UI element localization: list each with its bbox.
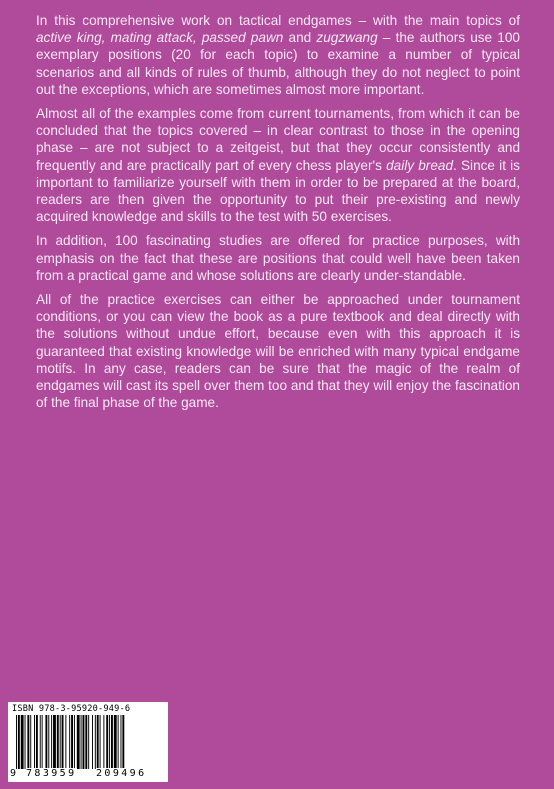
barcode-bar [36, 715, 38, 769]
barcode-bar [92, 715, 93, 769]
barcode-bar [30, 715, 31, 769]
barcode-first-digit: 9 [10, 768, 17, 779]
barcode-left-digits: 783959 [26, 768, 77, 779]
barcode-bar [62, 715, 64, 769]
barcode-bar [118, 715, 119, 769]
barcode-bar [111, 715, 113, 769]
barcode-bar [109, 715, 110, 769]
barcode-bar [45, 715, 47, 769]
italic-term: zugzwang [316, 30, 378, 46]
barcode-bar [53, 715, 56, 769]
barcode-bar [42, 715, 43, 769]
barcode-bar [48, 715, 49, 769]
barcode-bar [27, 715, 29, 769]
barcode-bar [18, 715, 20, 769]
barcode-bar [121, 715, 122, 769]
italic-term: daily bread [386, 157, 454, 173]
barcode-bar [74, 715, 75, 769]
barcode-bar [65, 715, 66, 769]
text-run: In addition, 100 fascinating studies are offered for practice purposes, with emphasis on the fact that these are positions that could well have been taken from a practical game and whose solutions are clearly under-standable. [36, 233, 520, 283]
barcode-bar [114, 715, 117, 769]
barcode-bar [25, 715, 26, 769]
blurb-text [36, 12, 520, 418]
barcode-bar [57, 715, 59, 769]
barcode-bar [83, 715, 85, 769]
barcode-bar [103, 715, 104, 769]
blurb-paragraph [36, 232, 520, 284]
text-run: Almost all of the examples come from current tournaments, from which it can be concluded that the topics covered – in clear contrast to those in the opening phase – are not subject to a zeitgeist, but that they occur consistently and frequently and are practically part of every chess player's [36, 106, 520, 173]
barcode-bar [97, 715, 99, 769]
text-run: . Since it is important to familiarize yourself with them in order to be prepared at the board, readers are then given the opportunity to put their pre-existing and newly acquired knowledge and skills to the test with 50 exercises. [36, 157, 520, 225]
barcode-bar [100, 715, 101, 769]
barcode-bar [122, 715, 124, 769]
blurb-paragraph [36, 291, 520, 411]
text-run: In this comprehensive work on tactical endgames – with the main topics of [36, 13, 520, 28]
barcode-bar [71, 715, 73, 769]
isbn-label: ISBN 978-3-95920-949-6 [12, 704, 131, 714]
blurb-paragraph [36, 105, 520, 225]
text-run: – the authors use 100 exemplary positions (20 for each topic) to examine a number of typical scenarios and all kinds of rules of thumb, although they do not neglect to point out the exceptions, which are sometimes almost more important. [36, 30, 520, 97]
barcode-bar [40, 715, 41, 769]
barcode-bar [16, 715, 17, 769]
barcode-bar [77, 715, 80, 769]
barcode-bar [69, 715, 70, 769]
text-run: All of the practice exercises can either be approached under tournament conditions, or you can view the book as a pure textbook and deal directly with the solutions without undue effort, because even with this approach it is guaranteed that existing knowledge will be enriched with many typical endgame motifs. In any case, readers can be sure that the magic of the realm of endgames will cast its spell over them too and that they will enjoy the fascination of the final phase of the game. [36, 292, 520, 411]
blurb-paragraph [36, 12, 520, 98]
isbn-barcode [8, 702, 168, 782]
barcode-right-digits: 209496 [96, 768, 147, 779]
italic-term: active king, mating attack, passed pawn [36, 30, 284, 46]
barcode-bar [106, 715, 108, 769]
barcode-bar [81, 715, 82, 769]
text-run: and [283, 30, 317, 46]
barcode-bar [21, 715, 24, 769]
barcode-bar [51, 715, 52, 769]
barcode-bar [95, 715, 96, 769]
barcode-bar [34, 715, 35, 769]
barcode-bar [60, 715, 61, 769]
barcode-bar [88, 715, 89, 769]
barcode-bar [85, 715, 87, 769]
